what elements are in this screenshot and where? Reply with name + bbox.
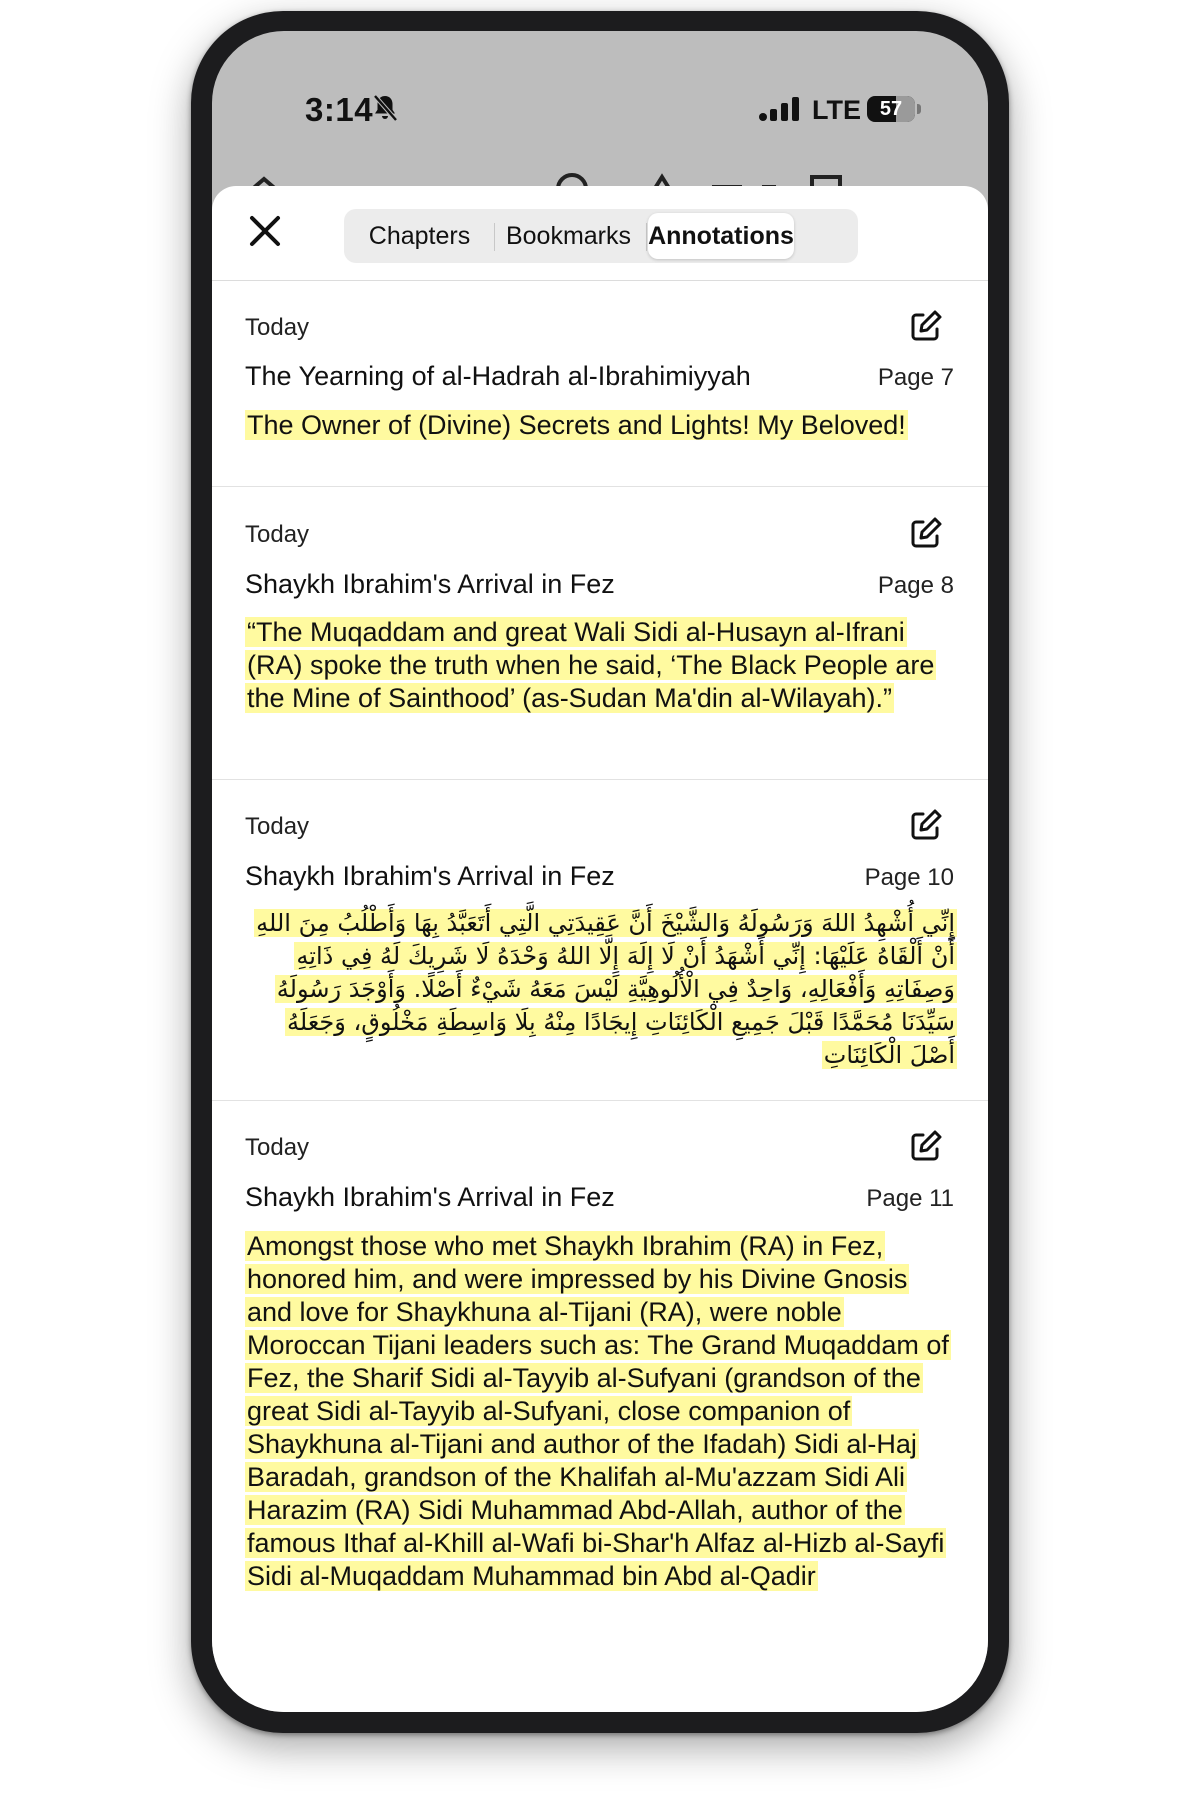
highlight-text: Amongst those who met Shaykh Ibrahim (RA) in Fez, honored him, and were impressed by his Divine Gnosis and love for Shaykhuna al-Tijani (RA), were noble Moroccan Tijani leaders such as: The Grand Muqaddam of Fez, the Sharif Sidi al-Tayyib al-Sufyani (grandson of the great Sidi al-Tayyib al-Sufyani, close companion of Shaykhuna al-Tijani and author of the Ifadah) Sidi al-Haj Baradah, grandson of the Khalifah al-Mu'azzam Sidi Ali Harazim (RA) Sidi Muhammad Abd-Allah, author of the famous Ithaf al-Khill al-Wafi bi-Shar'h Alfaz al-Hizb al-Sayfi Sidi al-Muqaddam Muhammad bin Abd al-Qadir (247, 1231, 949, 1591)
silent-bell-icon (372, 93, 398, 128)
sheet-header (212, 186, 988, 281)
cellular-signal-icon (758, 97, 802, 128)
tab-bookmarks[interactable]: Bookmarks (505, 222, 632, 250)
annotation-page: Page 11 (866, 1185, 954, 1212)
tab-chapters[interactable]: Chapters (368, 222, 471, 250)
annotation-item[interactable] (212, 281, 988, 487)
highlight-text: The Owner of (Divine) Secrets and Lights! My Beloved! (247, 410, 906, 440)
annotation-chapter: The Yearning of al-Hadrah al-Ibrahimiyyah (245, 361, 751, 391)
annotation-chapter: Shaykh Ibrahim's Arrival in Fez (245, 569, 615, 599)
annotation-date: Today (245, 314, 310, 341)
segmented-control (344, 209, 858, 263)
phone-frame (191, 11, 1009, 1733)
tab-annotations[interactable]: Annotations (648, 213, 794, 259)
edit-icon (908, 308, 944, 344)
tab-divider (494, 223, 495, 251)
screen (212, 31, 988, 1712)
annotation-date: Today (245, 1134, 310, 1161)
close-button[interactable] (245, 211, 285, 251)
highlight-text: إِنِّي أُشْهِدُ اللهَ وَرَسُولَهُ وَالشَّيْخَ أَنَّ عَقِيدَتِي الَّتِي أَتَعَبَّدُ بِهَا وَأَطْلُبُ مِنَ اللهِ أَنْ أَلْقَاهُ عَلَيْهَا: إِنِّي أَشْهَدُ أَنْ لَا إِلَهَ إِلَّا اللهُ وَحْدَهُ لَا شَرِيكَ لَهُ فِي ذَاتِهِ وَصِفَاتِهِ وَأَفْعَالِهِ، وَاحِدٌ فِي الْأُلُوهِيَّةِ لَيْسَ مَعَهُ شَيْءٌ أَصْلًا. وَأَوْجَدَ رَسُولَهُ سَيِّدَنَا مُحَمَّدًا قَبْلَ جَمِيعِ الْكَائِنَاتِ إِيجَادًا مِنْهُ بِلَا وَاسِطَةِ مَخْلُوقٍ، وَجَعَلَهُ أَصْلَ الْكَائِنَاتِ (256, 909, 955, 1069)
edit-note-button[interactable] (908, 807, 944, 843)
tab-divider (646, 223, 647, 251)
edit-icon (908, 807, 944, 843)
annotation-item[interactable] (212, 1101, 988, 1621)
annotation-date: Today (245, 521, 310, 548)
annotation-highlight (245, 616, 957, 715)
status-bar (212, 31, 988, 141)
annotation-chapter: Shaykh Ibrahim's Arrival in Fez (245, 1182, 615, 1212)
status-time: 3:14 (305, 91, 374, 128)
edit-icon (908, 515, 944, 551)
battery-tip (917, 104, 921, 114)
annotation-chapter: Shaykh Ibrahim's Arrival in Fez (245, 861, 615, 891)
annotation-highlight (245, 1230, 957, 1593)
close-icon (245, 211, 285, 251)
annotation-page: Page 8 (877, 572, 954, 599)
annotation-page: Page 10 (864, 864, 954, 891)
annotation-item[interactable] (212, 487, 988, 780)
battery-level: 57 (879, 98, 903, 120)
annotations-sheet (212, 186, 988, 1712)
edit-icon (908, 1128, 944, 1164)
edit-note-button[interactable] (908, 515, 944, 551)
annotation-highlight (245, 907, 957, 1072)
annotation-list (212, 281, 988, 1621)
edit-note-button[interactable] (908, 308, 944, 344)
highlight-text: “The Muqaddam and great Wali Sidi al-Husayn al-Ifrani (RA) spoke the truth when he said, ‘The Black People are the Mine of Sainthood’ (as-Sudan Ma'din al-Wilayah).” (247, 617, 935, 713)
edit-note-button[interactable] (908, 1128, 944, 1164)
battery-icon (867, 96, 915, 122)
annotation-highlight (245, 409, 957, 442)
annotation-page: Page 7 (877, 364, 954, 391)
network-type: LTE (812, 95, 861, 125)
annotation-date: Today (245, 813, 310, 840)
annotation-item[interactable] (212, 780, 988, 1101)
